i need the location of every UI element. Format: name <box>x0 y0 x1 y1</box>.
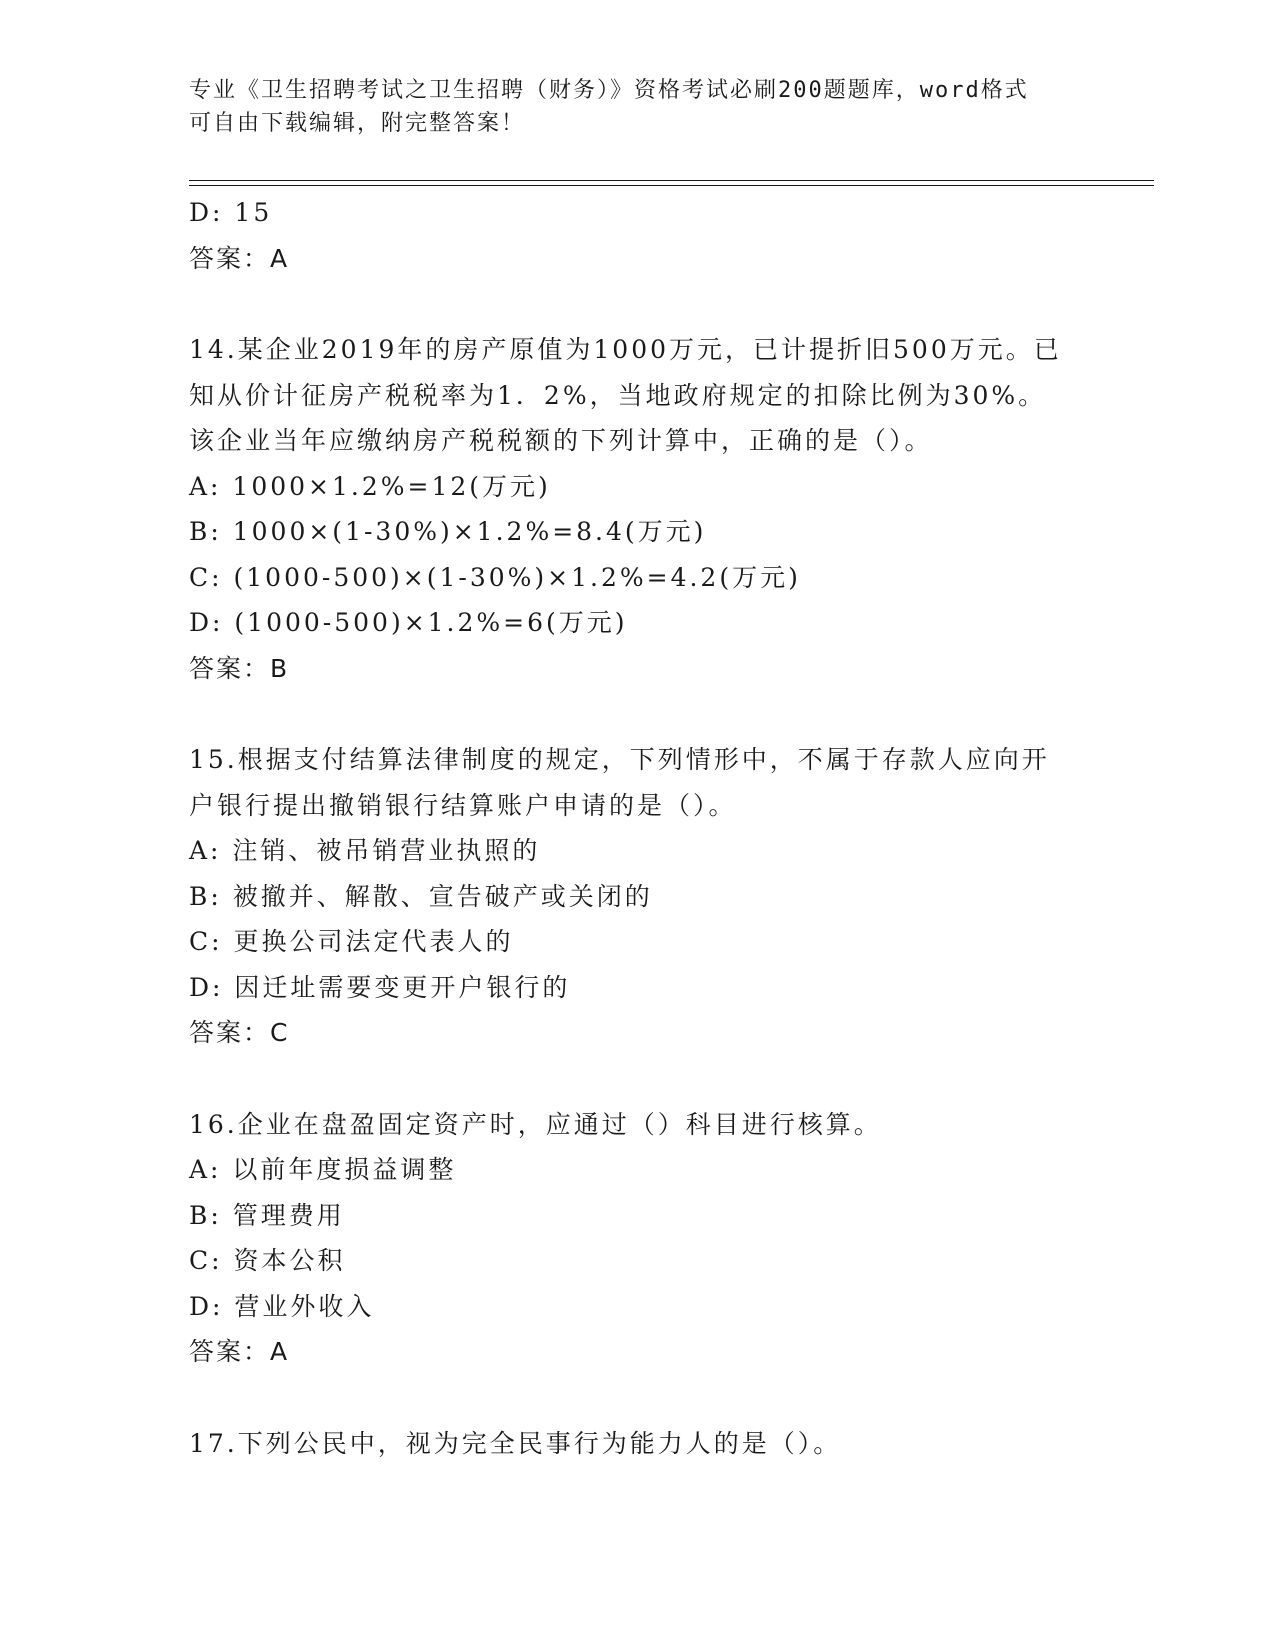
question-17 <box>189 1421 1089 1467</box>
header-line-2: 可自由下载编辑，附完整答案！ <box>189 111 526 136</box>
option-d: D: 因迁址需要变更开户银行的 <box>189 972 571 1002</box>
option-c: C: 更换公司法定代表人的 <box>189 927 514 956</box>
option-b: B: 管理费用 <box>189 1200 345 1230</box>
question-stem-line: 户银行提出撤销银行结算账户申请的是（）。 <box>189 790 737 820</box>
option-b: B: 被撤并、解散、宣告破产或关闭的 <box>189 881 653 911</box>
option-d: D: (1000-500)×1.2%=6(万元) <box>189 608 628 637</box>
option-d: D: 15 <box>189 198 273 227</box>
question-stem-line: 15.根据支付结算法律制度的规定，下列情形中，不属于存款人应向开 <box>189 745 1050 774</box>
question-stem-line: 17.下列公民中，视为完全民事行为能力人的是（）。 <box>189 1428 842 1458</box>
option-c: C: (1000-500)×(1-30%)×1.2%=4.2(万元) <box>189 562 801 592</box>
question-13-tail <box>189 190 1089 281</box>
question-stem-line: 该企业当年应缴纳房产税税额的下列计算中，正确的是（）。 <box>189 426 933 455</box>
question-stem-line: 知从价计征房产税税率为1．2%，当地政府规定的扣除比例为30%。 <box>189 380 1047 410</box>
question-14 <box>189 327 1089 691</box>
document-body <box>189 190 1089 1466</box>
option-a: A: 1000×1.2%=12(万元) <box>189 471 551 501</box>
header-line-1: 专业《卫生招聘考试之卫生招聘（财务）》资格考试必刷200题题库，word格式 <box>189 78 1029 103</box>
option-a: A: 注销、被吊销营业执照的 <box>189 836 541 865</box>
option-a: A: 以前年度损益调整 <box>189 1155 457 1184</box>
answer: 答案：A <box>189 1337 290 1366</box>
question-stem-line: 16.企业在盘盈固定资产时，应通过（）科目进行核算。 <box>189 1109 882 1139</box>
answer: 答案：B <box>189 653 290 683</box>
option-d: D: 营业外收入 <box>189 1291 375 1321</box>
answer: 答案：A <box>189 243 290 273</box>
question-15 <box>189 737 1089 1056</box>
question-stem-line: 14.某企业2019年的房产原值为1000万元，已计提折旧500万元。已 <box>189 335 1062 364</box>
header-double-rule <box>189 180 1154 186</box>
page-header <box>189 74 1089 140</box>
option-c: C: 资本公积 <box>189 1246 346 1275</box>
answer: 答案：C <box>189 1018 290 1047</box>
question-16 <box>189 1102 1089 1375</box>
option-b: B: 1000×(1-30%)×1.2%=8.4(万元) <box>189 517 707 546</box>
